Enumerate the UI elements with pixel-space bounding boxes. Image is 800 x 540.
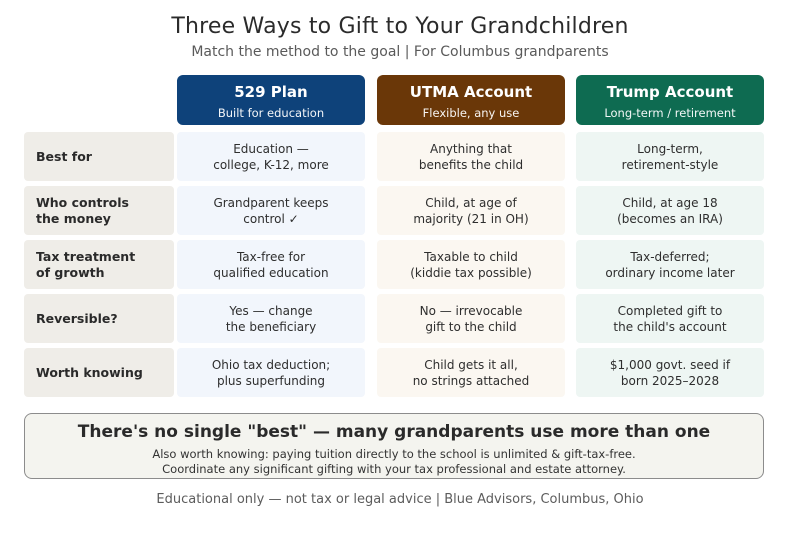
column-tagline: Flexible, any use — [422, 106, 520, 120]
table-cell: Child, at age of majority (21 in OH) — [377, 186, 565, 235]
column-header-utma — [377, 75, 565, 125]
table-cell: Completed gift to the child's account — [576, 294, 764, 343]
table-cell: Taxable to child (kiddie tax possible) — [377, 240, 565, 289]
table-cell: Tax-deferred; ordinary income later — [576, 240, 764, 289]
table-cell: Child gets it all, no strings attached — [377, 348, 565, 397]
table-cell: $1,000 govt. seed if born 2025–2028 — [576, 348, 764, 397]
row-label-best-for: Best for — [24, 132, 174, 181]
row-label-who-controls: Who controls the money — [24, 186, 174, 235]
table-cell: Anything that benefits the child — [377, 132, 565, 181]
row-label-worth-knowing: Worth knowing — [24, 348, 174, 397]
table-cell: Yes — change the beneficiary — [177, 294, 365, 343]
page-title: Three Ways to Gift to Your Grandchildren — [171, 14, 629, 39]
column-name: UTMA Account — [409, 83, 533, 101]
table-cell: Education — college, K-12, more — [177, 132, 365, 181]
table-cell: Child, at age 18 (becomes an IRA) — [576, 186, 764, 235]
callout-note: Coordinate any significant gifting with your tax professional and estate attorney. — [162, 462, 626, 476]
column-header-529 — [177, 75, 365, 125]
callout-headline: There's no single "best" — many grandparents use more than one — [77, 422, 711, 442]
table-cell: No — irrevocable gift to the child — [377, 294, 565, 343]
column-name: Trump Account — [606, 83, 734, 101]
column-tagline: Long-term / retirement — [604, 106, 736, 120]
row-label-tax-treatment: Tax treatment of growth — [24, 240, 174, 289]
column-name: 529 Plan — [234, 83, 308, 101]
summary-callout — [24, 413, 764, 479]
table-cell: Tax-free for qualified education — [177, 240, 365, 289]
table-cell: Grandparent keeps control ✓ — [177, 186, 365, 235]
table-cell: Long-term, retirement-style — [576, 132, 764, 181]
table-cell: Ohio tax deduction; plus superfunding — [177, 348, 365, 397]
column-tagline: Built for education — [217, 106, 325, 120]
page-subtitle: Match the method to the goal | For Columbus grandparents — [191, 44, 609, 60]
footer-disclaimer: Educational only — not tax or legal advice | Blue Advisors, Columbus, Ohio — [156, 492, 644, 507]
column-header-trump — [576, 75, 764, 125]
callout-note: Also worth knowing: paying tuition directly to the school is unlimited & gift-tax-free. — [152, 447, 636, 461]
row-label-reversible: Reversible? — [24, 294, 174, 343]
